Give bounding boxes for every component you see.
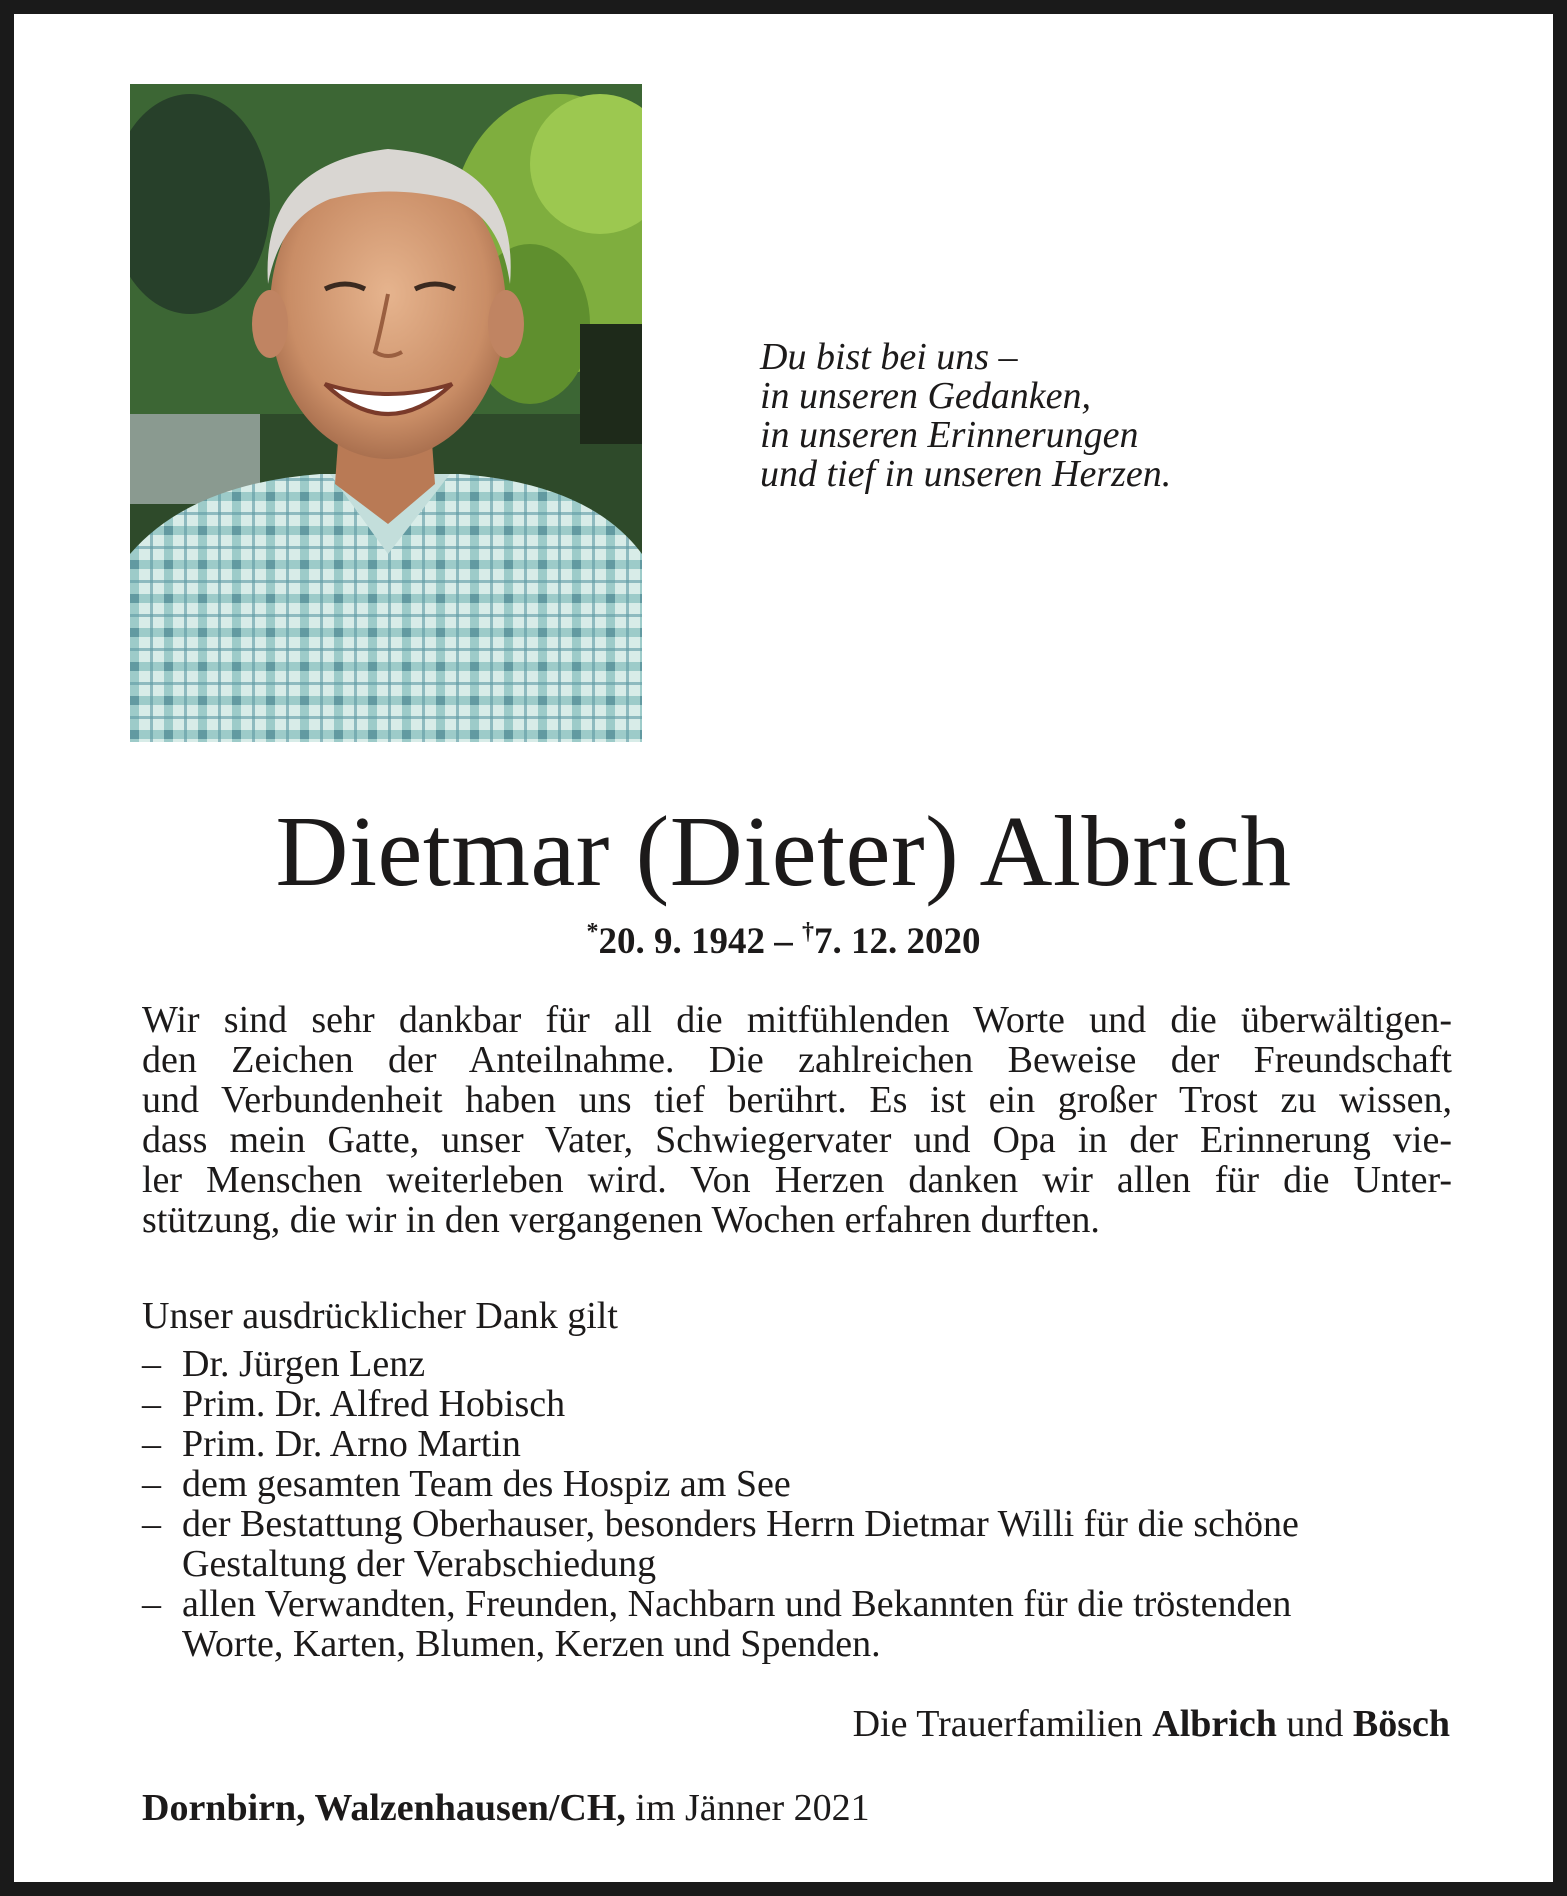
quote-line: in unseren Gedanken, xyxy=(760,375,1091,417)
list-dash: – xyxy=(142,1423,161,1465)
places: Dornbirn, Walzenhausen/CH, xyxy=(142,1787,626,1829)
list-item-text: Prim. Dr. Alfred Hobisch xyxy=(182,1383,566,1425)
list-item-text: Dr. Jürgen Lenz xyxy=(182,1343,426,1385)
list-dash: – xyxy=(142,1383,161,1425)
family-name-boesch: Bösch xyxy=(1352,1703,1450,1745)
birth-date: 20. 9. 1942 xyxy=(598,921,765,962)
thanks-list xyxy=(142,1344,1452,1664)
list-item xyxy=(142,1344,1452,1384)
paragraph-line: Wir sind sehr dankbar für all die mitfühlenden Worte und die überwältigen- xyxy=(142,999,1452,1041)
list-item xyxy=(142,1424,1452,1464)
family-signature xyxy=(853,1704,1450,1744)
memorial-quote xyxy=(760,338,1171,494)
list-item-text-continued: Gestaltung der Verabschiedung xyxy=(182,1543,657,1585)
quote-line: und tief in unseren Herzen. xyxy=(760,453,1172,495)
date-separator: – xyxy=(765,921,802,962)
death-symbol: † xyxy=(802,919,814,945)
list-item-text: allen Verwandten, Freunden, Nachbarn und Bekannten für die tröstenden xyxy=(182,1583,1292,1625)
birth-symbol: * xyxy=(586,919,599,945)
paragraph-line: den Zeichen der Anteilnahme. Die zahlreichen Beweise der Freundschaft xyxy=(142,1039,1452,1081)
list-dash: – xyxy=(142,1463,161,1505)
list-item-text: Prim. Dr. Arno Martin xyxy=(182,1423,521,1465)
death-date: 7. 12. 2020 xyxy=(814,921,981,962)
portrait-photo xyxy=(130,84,642,742)
paragraph-line: stützung, die wir in den vergangenen Wochen erfahren durften. xyxy=(142,1199,1100,1241)
list-item-text-continued: Worte, Karten, Blumen, Kerzen und Spenden. xyxy=(182,1623,881,1665)
thanks-intro: Unser ausdrücklicher Dank gilt xyxy=(142,1295,618,1337)
paragraph-line: dass mein Gatte, unser Vater, Schwiegervater und Opa in der Erinnerung vie- xyxy=(142,1119,1452,1161)
paragraph-line: und Verbundenheit haben uns tief berührt. Es ist ein großer Trost zu wissen, xyxy=(142,1079,1452,1121)
quote-line: Du bist bei uns – xyxy=(760,336,1018,378)
paragraph-line: ler Menschen weiterleben wird. Von Herzen danken wir allen für die Unter- xyxy=(142,1159,1452,1201)
list-dash: – xyxy=(142,1503,161,1545)
signature-prefix: Die Trauerfamilien xyxy=(852,1703,1153,1745)
list-dash: – xyxy=(142,1343,161,1385)
deceased-name: Dietmar (Dieter) Albrich xyxy=(275,795,1292,907)
signature-conjunction: und xyxy=(1276,1703,1353,1745)
gratitude-paragraph xyxy=(142,1000,1452,1240)
list-item-text: dem gesamten Team des Hospiz am See xyxy=(182,1463,791,1505)
list-item xyxy=(142,1504,1452,1584)
portrait-illustration xyxy=(130,84,642,742)
list-dash: – xyxy=(142,1583,161,1625)
place-and-date xyxy=(142,1788,870,1828)
family-name-albrich: Albrich xyxy=(1152,1703,1277,1745)
list-item xyxy=(142,1584,1452,1664)
life-dates xyxy=(14,911,1553,963)
list-item xyxy=(142,1464,1452,1504)
quote-line: in unseren Erinnerungen xyxy=(760,414,1139,456)
list-item xyxy=(142,1384,1452,1424)
notice-date: im Jänner 2021 xyxy=(625,1787,870,1829)
list-item-text: der Bestattung Oberhauser, besonders Herrn Dietmar Willi für die schöne xyxy=(182,1503,1299,1545)
